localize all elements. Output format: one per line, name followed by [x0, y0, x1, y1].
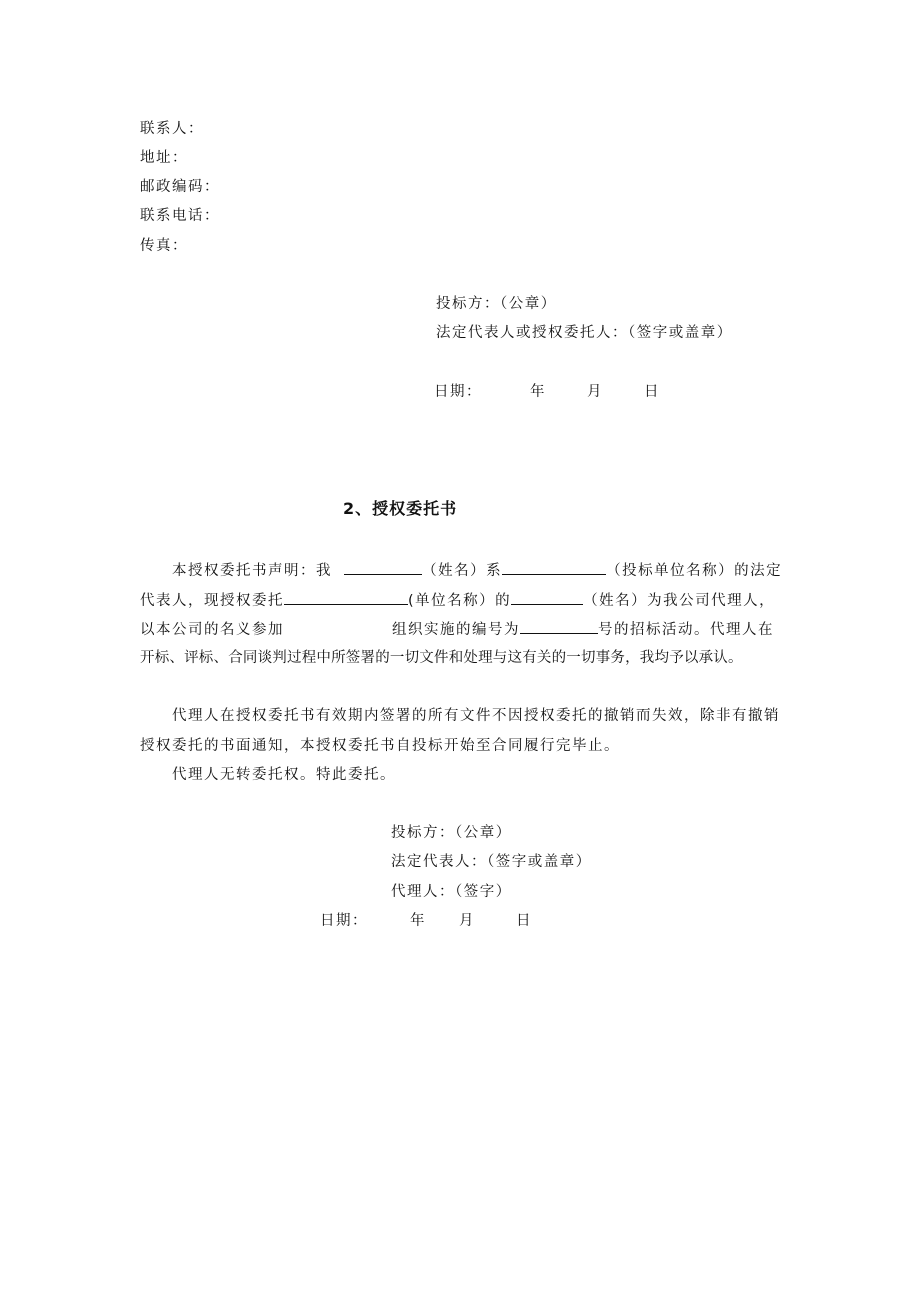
- bidder-seal-label-2: 投标方：（公章）: [391, 825, 512, 841]
- para1-l3-b: 组织实施的编号为: [392, 622, 520, 638]
- para1-l1-b: （姓名）系: [422, 563, 503, 579]
- para1-l1-c: （投标单位名称）的法定: [606, 563, 783, 579]
- para2-line3: 代理人无转委托权。特此委托。: [172, 767, 396, 783]
- unit-name-blank: [284, 589, 408, 605]
- para1-l2-b: (单位名称）的: [408, 593, 512, 609]
- number-blank: [520, 618, 598, 634]
- agent-sign-label: 代理人：（签字）: [391, 884, 512, 900]
- phone-label: 联系电话：: [140, 208, 220, 224]
- date-month-label-2: 月: [459, 913, 475, 929]
- date-year-label-2: 年: [410, 913, 426, 929]
- para2-line2: 授权委托的书面通知，本授权委托书自投标开始至合同履行完毕止。: [140, 738, 620, 754]
- para1-line4: 开标、评标、合同谈判过程中所签署的一切文件和处理与这有关的一切事务，我均予以承认。: [140, 650, 743, 666]
- name-blank: [344, 559, 422, 575]
- date-day-label: 日: [644, 384, 660, 400]
- para1-l3-c: 号的招标活动。代理人在: [598, 622, 774, 638]
- date-month-label: 月: [587, 384, 603, 400]
- date-day-label-2: 日: [516, 913, 532, 929]
- bidder-name-blank: [502, 559, 606, 575]
- para1-l2-a: 代表人，现授权委托: [140, 593, 284, 609]
- para1-line3: [140, 618, 774, 640]
- fax-label: 传真：: [140, 238, 188, 254]
- contact-person-label: 联系人：: [140, 121, 204, 137]
- representative-sign-label: 法定代表人或授权委托人：（签字或盖章）: [436, 325, 733, 341]
- para1-l2-c: （姓名）为我公司代理人，: [583, 593, 776, 609]
- bidder-seal-label: 投标方：（公章）: [436, 296, 557, 312]
- section-title: 2、授权委托书: [343, 499, 458, 518]
- legal-representative-label: 法定代表人：（签字或盖章）: [391, 854, 592, 870]
- para1-l3-a: 以本公司的名义参加: [140, 622, 284, 638]
- para1-l1-a: 本授权委托书声明：我: [172, 563, 332, 579]
- address-label: 地址：: [140, 150, 188, 166]
- date-label-2: 日期：: [320, 913, 368, 929]
- para1-line2: [140, 589, 775, 611]
- date-year-label: 年: [530, 384, 546, 400]
- para1-line1: [172, 559, 782, 581]
- date-label: 日期：: [434, 384, 482, 400]
- agent-name-blank: [511, 589, 583, 605]
- para2-line1: 代理人在授权委托书有效期内签署的所有文件不因授权委托的撤销而失效，除非有撤销: [172, 708, 780, 724]
- postal-code-label: 邮政编码：: [140, 179, 220, 195]
